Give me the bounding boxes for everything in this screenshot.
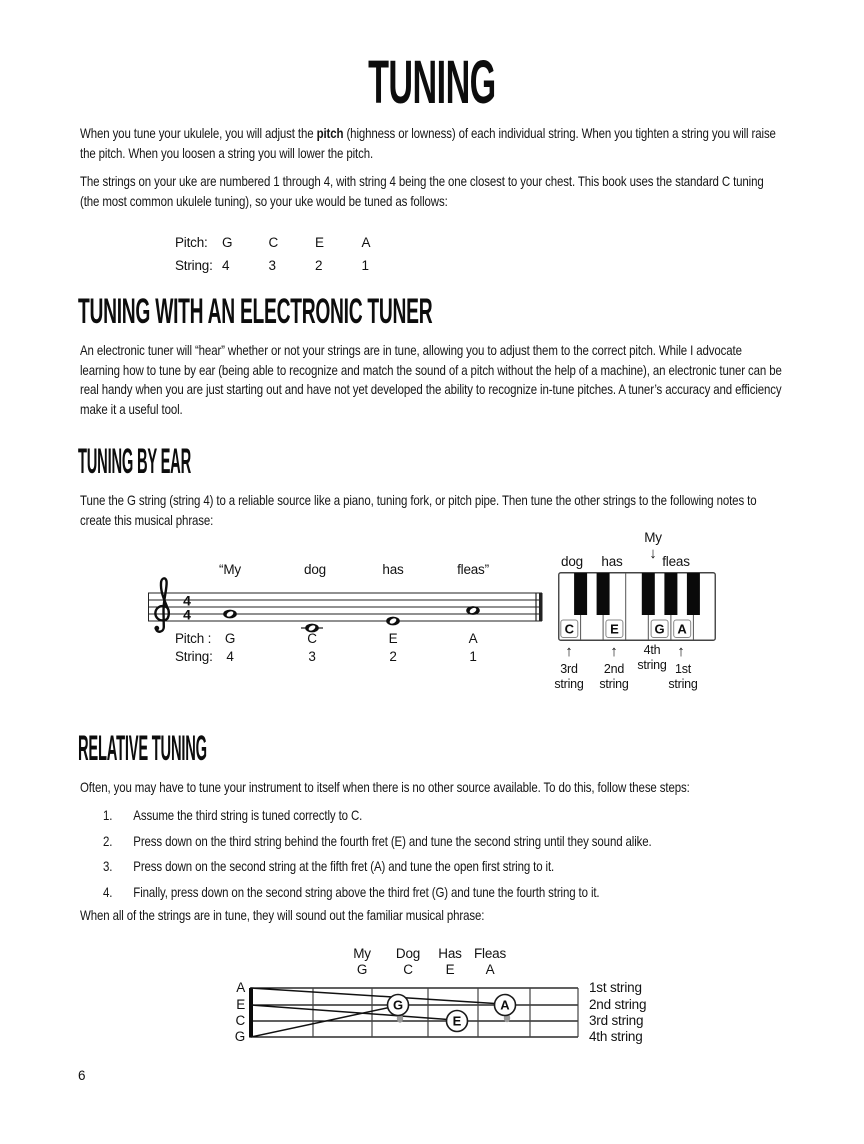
- open-string-a: A: [236, 980, 245, 995]
- page-title-text: TUNING: [368, 48, 496, 116]
- whole-note-a: [466, 606, 480, 615]
- pitch-value: A: [361, 235, 371, 250]
- string-name-3rd: 3rd string: [589, 1013, 644, 1028]
- fret-note-g: G: [356, 962, 368, 977]
- step-text: Finally, press down on the second string above the third fret (G) and tune the fourth string to it.: [133, 883, 600, 900]
- keyboard-label-has: has: [601, 554, 623, 569]
- string-value: 4: [222, 258, 230, 273]
- step-text: Assume the third string is tuned correctly to C.: [133, 807, 363, 823]
- heading-electronic-tuner: TUNING WITH AN ELECTRONIC TUNER: [78, 292, 433, 331]
- tuning-guide-lines: [251, 988, 503, 1037]
- relative-tuning-steps: [80, 806, 784, 908]
- time-signature-bottom: 4: [183, 606, 191, 623]
- key-letter-e: E: [610, 621, 619, 637]
- heading-relative-tuning: RELATIVE TUNING: [78, 729, 207, 768]
- fret-word-dog: Dog: [395, 946, 421, 961]
- label-line: 1st: [674, 662, 692, 676]
- tuning-table-string-row: [175, 254, 408, 277]
- intro-p1-after: (highness or lowness) of each individual string. When you tighten a string you will raise the pitch. When you loosen a string you will lower the pitch.: [80, 125, 776, 161]
- step-number: 3.: [102, 858, 113, 874]
- fretboard-diagram: [248, 980, 586, 1046]
- staff-pitch-e: E: [388, 631, 398, 646]
- keyboard-1st-string-label: [668, 662, 697, 692]
- key-letter-a: A: [677, 621, 687, 637]
- key-letter-c: C: [564, 621, 574, 637]
- treble-clef-icon: [154, 578, 168, 631]
- step-text: Press down on the third string behind the fourth fret (E) and tune the second string until they sound alike.: [133, 832, 652, 849]
- label-line: string: [554, 677, 584, 691]
- staff-string-label: String:: [175, 649, 213, 664]
- staff-lyric-fleas: fleas”: [457, 562, 489, 577]
- staff-lyric-has: has: [382, 562, 404, 577]
- fret-note-e: E: [445, 962, 455, 977]
- string-value: 2: [315, 258, 323, 273]
- string-name-1st: 1st string: [589, 980, 642, 995]
- keyboard-label-fleas: fleas: [662, 554, 690, 569]
- string-value: 1: [361, 258, 369, 273]
- intro-paragraph-1: [80, 124, 784, 163]
- keyboard-4th-string-label: [637, 643, 666, 673]
- pitch-value: E: [315, 235, 324, 250]
- key-letter-g: G: [654, 621, 665, 637]
- electronic-tuner-paragraph: An electronic tuner will “hear” whether or not your strings are in tune, allowing you to adjust them to the correct pitch. While I advocate learning how to tune by ear (being able to recognize and match the sound of a pitch without the help of a machine), an electronic tuner can be real handy when you are just starting out and have not yet developed the ability to recognize in-tune pitches. A tuner’s accuracy and efficiency make it a useful tool.: [80, 342, 782, 417]
- relative-tuning-outro: When all of the strings are in tune, they will sound out the familiar musical phrase:: [80, 907, 485, 923]
- step-item: [80, 806, 784, 826]
- strings: [250, 988, 578, 1037]
- down-arrow-icon: ↓: [649, 545, 657, 562]
- intro-p1-before: When you tune your ukulele, you will adjust the: [80, 125, 317, 141]
- up-arrow-icon: ↑: [565, 643, 573, 660]
- keyboard-my-label: My: [644, 530, 662, 545]
- open-string-e: E: [236, 997, 245, 1012]
- fret-word-my: My: [353, 946, 371, 961]
- staff-lines: [148, 593, 542, 621]
- page-title: [0, 48, 864, 116]
- tuning-table: [175, 231, 408, 277]
- up-arrow-icon: ↑: [677, 643, 685, 660]
- whole-note-g: [223, 610, 237, 619]
- heading-tuning-by-ear: TUNING BY EAR: [78, 442, 191, 481]
- string-name-2nd: 2nd string: [589, 997, 647, 1012]
- page-number: 6: [78, 1068, 86, 1083]
- intro-p1-bold-word: pitch: [316, 125, 344, 141]
- staff-string-1: 1: [469, 649, 477, 664]
- step-item: [80, 857, 784, 877]
- time-signature-top: 4: [183, 592, 191, 609]
- staff-pitch-a: A: [468, 631, 478, 646]
- fret-word-has: Has: [438, 946, 462, 961]
- nut: [249, 988, 253, 1038]
- up-arrow-icon: ↑: [610, 643, 618, 660]
- pitch-value: G: [222, 235, 233, 250]
- staff-pitch-label: Pitch :: [175, 631, 212, 646]
- keyboard-2nd-string-label: [599, 662, 628, 692]
- fretted-note-a: A: [500, 997, 510, 1013]
- tuning-by-ear-paragraph: Tune the G string (string 4) to a reliable source like a piano, tuning fork, or pitch pipe. Then tune the other strings to the following notes to create this musical phrase:: [80, 492, 757, 528]
- keyboard-label-dog: dog: [561, 554, 583, 569]
- keyboard-3rd-string-label: [554, 662, 583, 692]
- open-string-g: G: [234, 1029, 245, 1044]
- label-line: string: [599, 677, 629, 691]
- staff-lyric-dog: dog: [304, 562, 326, 577]
- staff-string-4: 4: [226, 649, 234, 664]
- step-number: 4.: [102, 883, 113, 900]
- pitch-value: C: [268, 235, 279, 250]
- fret-word-fleas: Fleas: [473, 946, 507, 961]
- open-string-c: C: [235, 1013, 245, 1028]
- step-item: [80, 883, 784, 903]
- intro-paragraph-2: The strings on your uke are numbered 1 through 4, with string 4 being the one closest to your chest. This book uses the standard C tuning (the most common ukulele tuning), so your uke would be tuned as follows:: [80, 173, 764, 209]
- string-name-4th: 4th string: [589, 1029, 643, 1044]
- string-value: 3: [268, 258, 276, 273]
- string-row-label: String:: [175, 258, 213, 273]
- label-line: 3rd: [560, 662, 578, 676]
- fret-note-c: C: [403, 962, 413, 977]
- staff-string-2: 2: [389, 649, 397, 664]
- step-item: [80, 832, 784, 852]
- step-text: Press down on the second string at the fifth fret (A) and tune the open first string to it.: [133, 858, 555, 874]
- label-line: 4th: [643, 643, 661, 657]
- staff-pitch-c: C: [307, 631, 317, 646]
- label-line: string: [668, 677, 698, 691]
- relative-tuning-intro: Often, you may have to tune your instrument to itself when there is no other source available. To do this, follow these steps:: [80, 779, 690, 795]
- fret-note-a: A: [485, 962, 495, 977]
- staff-pitch-g: G: [224, 631, 236, 646]
- staff-string-3: 3: [308, 649, 316, 664]
- staff-lyric-my: “My: [219, 562, 241, 577]
- pitch-row-label: Pitch:: [175, 235, 208, 250]
- piano-keyboard: [558, 572, 716, 641]
- label-line: string: [637, 658, 667, 672]
- tuning-table-pitch-row: [175, 231, 408, 254]
- whole-note-e: [386, 617, 400, 626]
- step-number: 2.: [102, 832, 113, 849]
- label-line: 2nd: [603, 662, 625, 676]
- fretted-note-g: G: [392, 997, 404, 1013]
- fretted-note-e: E: [452, 1013, 462, 1029]
- step-number: 1.: [102, 807, 113, 823]
